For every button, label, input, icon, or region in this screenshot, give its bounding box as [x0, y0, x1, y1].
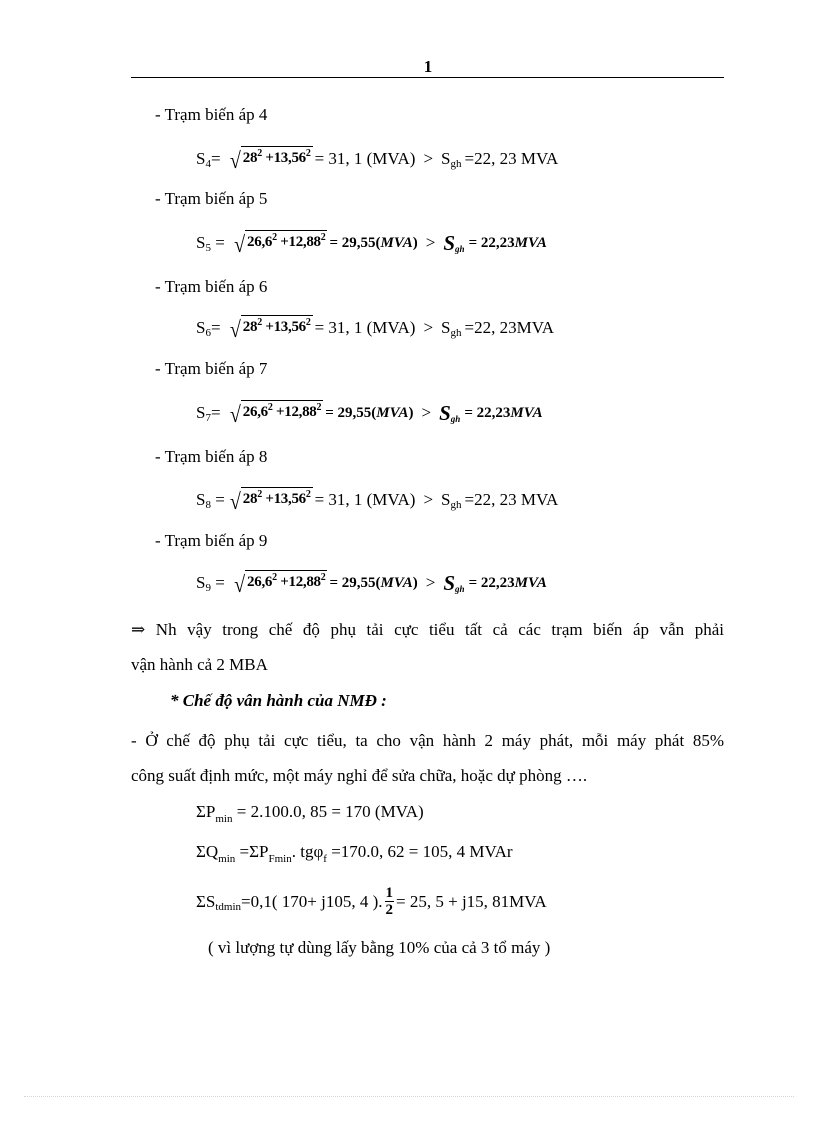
term-a: 26,6	[247, 234, 273, 250]
equation-s-tdmin	[196, 885, 547, 918]
s-symbol: S	[196, 232, 206, 252]
result-value: = 31, 1 (MVA)	[314, 489, 416, 509]
sgh-symbol: S	[443, 570, 456, 595]
sgh-symbol: S	[441, 148, 451, 168]
radical-sign: √	[234, 572, 246, 598]
radicand	[241, 487, 313, 512]
station-formula	[196, 487, 559, 515]
s-symbol: S	[196, 572, 206, 592]
sgh-subscript: gh	[450, 326, 462, 339]
sgh-subscript: gh	[450, 413, 461, 424]
greater-than: >	[423, 489, 434, 509]
exponent-a: 2	[257, 317, 262, 328]
paragraph-line-2: công suất định mức, một máy nghỉ để sửa chữa, hoặc dự phòng ….	[131, 766, 588, 785]
q-value: =170.0, 62 = 105, 4 MVAr	[326, 842, 513, 861]
radical-sign: √	[229, 148, 241, 174]
term-a: 26,6	[247, 574, 273, 590]
fraction-denominator: 2	[385, 902, 394, 918]
equals: =	[210, 317, 225, 337]
s-symbol: S	[196, 489, 206, 509]
greater-than: >	[423, 148, 434, 168]
sgh-symbol: S	[441, 489, 451, 509]
exponent-a: 2	[257, 148, 262, 159]
s-subscript: 5	[205, 241, 211, 254]
s-symbol: S	[196, 402, 206, 422]
exponent-b: 2	[320, 572, 326, 583]
equation-p-min	[196, 801, 424, 825]
limit-value: =22, 23 MVA	[464, 148, 559, 168]
result-value: = 29,55	[329, 574, 376, 591]
result-value: = 31, 1 (MVA)	[314, 317, 416, 337]
term-a: 28	[242, 319, 258, 335]
greater-than: >	[425, 232, 436, 252]
radicand	[245, 570, 327, 595]
s-subscript: 9	[205, 581, 211, 594]
exponent-b: 2	[320, 232, 326, 243]
s-symbol: S	[196, 317, 206, 337]
result-unit: (MVA)	[371, 404, 414, 421]
result-unit: (MVA)	[375, 574, 418, 591]
square-root	[229, 315, 313, 343]
exponent-b: 2	[305, 489, 311, 500]
footnote: ( vì lượng tự dùng lấy bằng 10% của cả 3 tổ máy )	[208, 938, 551, 957]
q-mid: =ΣP	[235, 842, 269, 861]
sgh-symbol: S	[439, 400, 451, 425]
sgh-symbol: S	[443, 230, 456, 255]
sgh-symbol: S	[441, 317, 451, 337]
term-b: +12,88	[272, 404, 317, 420]
sgh-subscript: gh	[450, 498, 462, 511]
equals: =	[210, 572, 230, 592]
station-label: - Trạm biến áp 6	[155, 277, 268, 296]
radicand	[241, 315, 313, 340]
square-root	[234, 230, 327, 258]
sgh-subscript: gh	[455, 583, 465, 594]
term-b: +13,56	[261, 150, 306, 166]
greater-than: >	[421, 402, 432, 422]
q-subscript: min	[218, 853, 236, 865]
paragraph-line-1: - Ở chế độ phụ tải cực tiểu, ta cho vận hành 2 máy phát, mỗi máy phát 85%	[131, 731, 724, 750]
p-value: = 2.100.0, 85 = 170 (MVA)	[232, 802, 424, 821]
radical-sign: √	[229, 489, 241, 515]
term-a: 28	[242, 491, 258, 507]
limit-value: =22, 23MVA	[464, 317, 555, 337]
s-value: = 25, 5 + j15, 81MVA	[396, 891, 547, 911]
equals: =	[210, 489, 225, 509]
page-number: 1	[423, 57, 433, 76]
square-root	[229, 146, 313, 174]
exponent-a: 2	[267, 402, 273, 413]
limit-unit: MVA	[510, 404, 543, 421]
station-label: - Trạm biến áp 5	[155, 189, 268, 208]
result-unit: (MVA)	[375, 234, 418, 251]
s-subscript: 4	[205, 157, 211, 170]
limit-value: = 22,23	[468, 234, 515, 251]
limit-unit: MVA	[514, 574, 547, 591]
equals: =	[210, 232, 230, 252]
s-subscript: 8	[205, 498, 211, 511]
conclusion-line-2: vận hành cả 2 MBA	[131, 655, 268, 674]
sgh-subscript: gh	[450, 157, 462, 170]
header-rule	[131, 77, 724, 78]
square-root	[229, 487, 313, 515]
sgh-subscript: gh	[455, 243, 465, 254]
exponent-a: 2	[257, 489, 262, 500]
square-root	[229, 400, 323, 428]
limit-value: =22, 23 MVA	[464, 489, 559, 509]
greater-than: >	[423, 317, 434, 337]
q-subscript-3: f	[323, 853, 327, 865]
s-mid: =0,1( 170+ j105, 4 ).	[241, 891, 383, 911]
limit-unit: MVA	[514, 234, 547, 251]
q-subscript-2: Fmin	[268, 853, 292, 865]
s-subscript: 7	[205, 411, 211, 424]
radicand	[241, 400, 323, 425]
radicand	[241, 146, 313, 171]
equals: =	[210, 402, 225, 422]
q-mid-2: . tgφ	[291, 842, 324, 861]
q-symbol: ΣQ	[196, 842, 219, 861]
station-formula	[196, 570, 547, 598]
station-label: - Trạm biến áp 4	[155, 105, 268, 124]
equation-q-min	[196, 841, 513, 865]
exponent-b: 2	[305, 317, 311, 328]
square-root	[234, 570, 327, 598]
footer-divider	[24, 1096, 794, 1097]
radical-sign: √	[229, 317, 241, 343]
term-b: +13,56	[261, 319, 306, 335]
station-formula	[196, 400, 543, 428]
term-a: 26,6	[242, 404, 268, 420]
radical-sign: √	[234, 232, 246, 258]
term-a: 28	[242, 150, 258, 166]
term-b: +13,56	[261, 491, 306, 507]
station-formula	[196, 315, 555, 343]
equals: =	[210, 148, 225, 168]
p-symbol: ΣP	[196, 802, 216, 821]
conclusion-line-1: ⇒ Nh vậy trong chế độ phụ tải cực tiểu tất cả các trạm biến áp vẫn phải	[131, 620, 724, 639]
station-label: - Trạm biến áp 8	[155, 447, 268, 466]
station-label: - Trạm biến áp 9	[155, 531, 268, 550]
section-heading: * Chế độ vân hành của NMĐ :	[170, 691, 387, 710]
term-b: +12,88	[276, 574, 321, 590]
station-label: - Trạm biến áp 7	[155, 359, 268, 378]
result-value: = 29,55	[329, 234, 376, 251]
s-symbol: S	[196, 148, 206, 168]
station-formula	[196, 230, 547, 258]
fraction-one-half	[385, 885, 395, 918]
fraction-numerator: 1	[385, 885, 394, 901]
radicand	[245, 230, 327, 255]
term-b: +12,88	[276, 234, 321, 250]
exponent-a: 2	[272, 572, 277, 583]
result-value: = 31, 1 (MVA)	[314, 148, 416, 168]
greater-than: >	[425, 572, 436, 592]
p-subscript: min	[215, 813, 233, 825]
radical-sign: √	[229, 402, 241, 428]
s-symbol: ΣS	[196, 891, 216, 911]
exponent-a: 2	[272, 232, 277, 243]
exponent-b: 2	[316, 402, 322, 413]
station-formula	[196, 146, 559, 174]
limit-value: = 22,23	[468, 574, 515, 591]
exponent-b: 2	[305, 148, 311, 159]
s-subscript: 6	[205, 326, 211, 339]
result-value: = 29,55	[325, 404, 372, 421]
limit-value: = 22,23	[464, 404, 511, 421]
s-subscript: tdmin	[215, 900, 242, 913]
